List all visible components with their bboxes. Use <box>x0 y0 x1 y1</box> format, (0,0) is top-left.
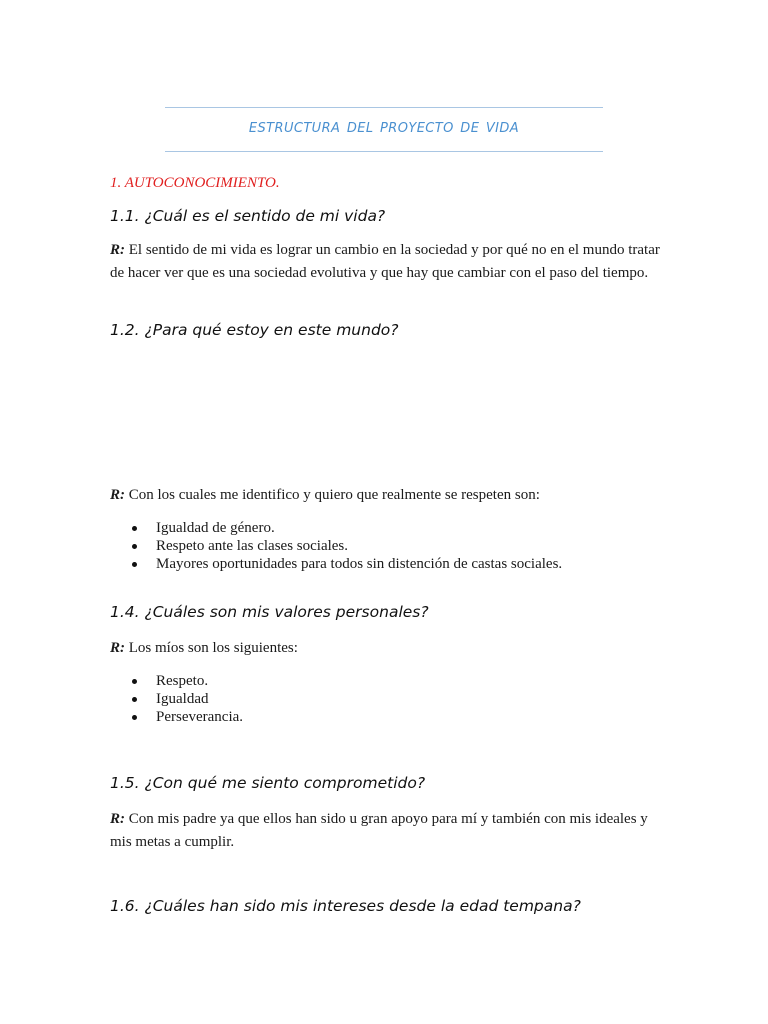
list-item: Respeto ante las clases sociales. <box>110 537 562 555</box>
list-item: Respeto. <box>110 672 243 690</box>
answer-text: Los míos son los siguientes: <box>128 640 298 656</box>
answer-marker: R: <box>110 242 125 258</box>
answer-marker: R: <box>110 487 125 503</box>
answer-1-5 <box>110 808 670 854</box>
answer-text: Con los cuales me identifico y quiero que realmente se respeten son: <box>128 487 540 503</box>
list-item: Igualdad de género. <box>110 519 562 537</box>
title-rule-top <box>165 107 603 108</box>
answer-marker: R: <box>110 811 125 827</box>
answer-text: Con mis padre ya que ellos han sido u gran apoyo para mí y también con mis ideales y mis metas a cumplir. <box>110 811 648 850</box>
bullet-list-1-4 <box>110 672 243 726</box>
list-item: Igualdad <box>110 690 243 708</box>
question-1-5: 1.5. ¿Con qué me siento comprometido? <box>110 774 426 792</box>
answer-1-1 <box>110 239 670 285</box>
title-rule-bottom <box>165 151 603 152</box>
answer-1-4 <box>110 637 670 660</box>
question-1-2: 1.2. ¿Para qué estoy en este mundo? <box>110 321 399 339</box>
list-item: Perseverancia. <box>110 708 243 726</box>
question-1-1: 1.1. ¿Cuál es el sentido de mi vida? <box>110 207 386 225</box>
answer-marker: R: <box>110 640 125 656</box>
document-title: ESTRUCTURA DEL PROYECTO DE VIDA <box>248 121 520 136</box>
question-1-6: 1.6. ¿Cuáles han sido mis intereses desde la edad tempana? <box>110 897 581 915</box>
bullet-list-1-3 <box>110 519 562 573</box>
answer-text: El sentido de mi vida es lograr un cambio en la sociedad y por qué no en el mundo tratar de hacer ver que es una sociedad evolutiva y que hay que cambiar con el paso del tiempo. <box>110 242 660 281</box>
question-1-4: 1.4. ¿Cuáles son mis valores personales? <box>110 603 429 621</box>
answer-1-3 <box>110 484 670 507</box>
section-heading: 1. AUTOCONOCIMIENTO. <box>110 175 280 191</box>
list-item: Mayores oportunidades para todos sin distención de castas sociales. <box>110 555 562 573</box>
